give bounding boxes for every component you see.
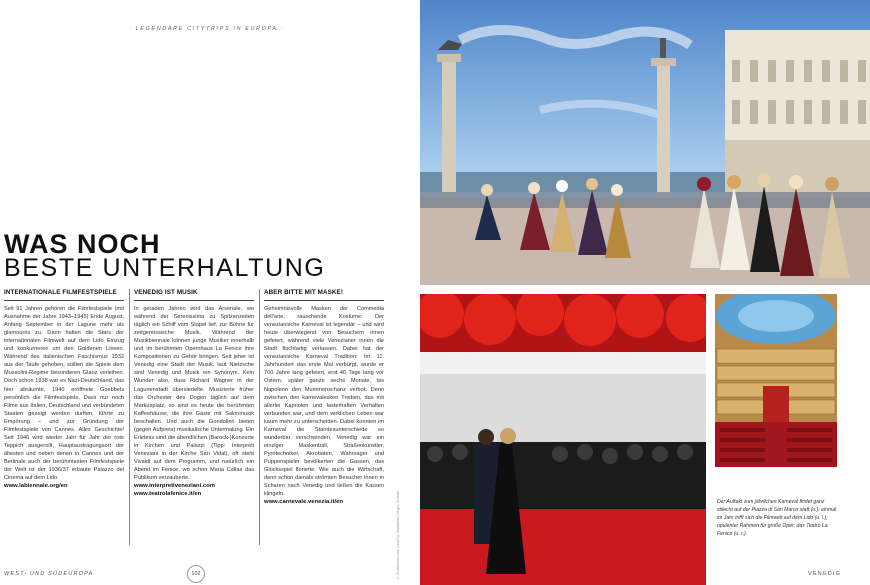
column-body: Geheimnisvolle Masken der Commedia dell'arte, rauschende Kostüme: Der venezianische Karneval ist legendär – und wird heute überwiegend von Besuchern innen gefeiert, während viele Venezianer innen die Stadt fluchtartig verlassen. Dabei hat der venezianische Karneval Tradition: Im 11. Jahrhundert das erste Mal verbürgt, wurde er 700 Jahre lang gefeiert, erst 40 Tage lang vor Ostern, später ganze sechs Monate, bis Napoleon den Mummenschanz verbot. Denn zwischen den karnevalesken Treiben, das mit allerlei Kapriolen und lasterhaften Verhalten verbunden war, und dem wirklichen Leben war kaum mehr zu unterscheiden. Dabei konnten im Karneval die Standesunterschiede so wunderbar verschwinden, Venedig war ein einziger Maskenball, Straßenkünstler, Pyrotechniker, Akrobaten, Wahrsager und Puppenspieler bevölkerten die Gassen, das Glücksspiel florierte. Wie auch die Wirtschaft, denn schon damals strömten Besucher innen in Scharen nach Venedig und ließen die Kassen klingeln. xyxy=(264,306,384,498)
column-body: In geraden Jahren wird das Arsenale, wo während der Serenissima zu Spitzenzeiten täglich ein Schiff vom Stapel lief, zur Bühne für zeitgenössische Musik. Während der Musikbiennale können junge Musiker innerhalb und im berühmten Opernhaus La Fenice ihre Kompositionen zu Gehör bringen. Seit jeher ist Venedig eine Stadt der Musik, laut Nietzsche sind Venedig und Musik ein Synonym. Kein Wunder also, dass Richard Wagner in der Lagunenstadt übersiedelte. Musizierte früher das Orchester des Dogen täglich auf dem Markusplatz, so sind es heute die berühmten Kaffeehäuser, die ihre Gäste mit Salonmusik beschallen. Und auch die Gondolieri bieten (gegen Aufpreis) musikalische Untermalung. Ein Erlebnis sind die abendlichen (Barock-)Konzerte in Kirchen und Palazzi (Tipp: Interpreti Veneziani in der Kirche San Vidal), oft steht Vivaldi auf dem Programm, und natürlich ein Abend im Fenice, wo schon Maria Callas das Publikum verzauberte. xyxy=(134,306,254,482)
link-labiennale[interactable]: www.labiennale.org/en xyxy=(4,483,68,490)
photo-caption: Der Auftakt zum jährlichen Karneval findet ganz stilecht auf der Piazza di San Marco statt (o.), einmal im Jahr trifft sich die Filmwelt auf dem Lido (u. l.); opulenter Rahmen für große Oper: das Teatro La Fenice (u. r.). xyxy=(717,499,837,537)
photo-carnival-piazza xyxy=(420,0,870,285)
photo-red-carpet-lido xyxy=(420,294,706,585)
photo-teatro-la-fenice xyxy=(715,294,837,467)
column-divider xyxy=(129,289,130,545)
running-head: · LEGENDÄRE CITYTRIPS IN EUROPA · xyxy=(129,26,284,32)
red-carpet-illustration xyxy=(420,294,706,585)
headline-line-2: BESTE UNTERHALTUNG xyxy=(4,254,326,282)
column-musik xyxy=(134,289,254,498)
link-carnevale[interactable]: www.carnevale.venezia.it/en xyxy=(264,499,344,506)
theatre-illustration xyxy=(715,294,837,467)
carnival-illustration xyxy=(420,0,870,285)
photo-credit: © Shutterstock.com; LunaTrip; Sebbastian; Dinger; ZeniMar xyxy=(396,491,400,580)
column-body: Seit 91 Jahren gehören die Filmfestspiele (mit Ausnahme der Jahre 1943–1945) Ende August, Anfang September in der Lagune mehr als glamourös zu. Dann halten die Stars der internationalen Filmwelt auf dem Lido Einzug und konkurrieren um den Goldenen Löwen. Während des italienischen Faschismus 1932 aus der Taufe gehoben, sollten die Spiele dem Mussolini-Regime besonderen Glanz verleihen. Doch schon 1938 war es Nazi-Deutschland, das hier abräumte, 1940 eröffnete Goebbels persönlich die Filmfestspiele. Dass nur noch Filme aus Italien, Deutschland und verbündeten Staaten gezeigt werden durften, führte zu Empörung – und zur Gründung der Filmfestspiele von Cannes. Alles Geschichte! Seit 1946 wird wieder Jahr für Jahr der rote Teppich ausgerollt, Hauptaustragungsort der ältesten und neben denen in Cannes und der Berlinale auch der berühmtesten Filmfestspiele der Welt ist der 1936/37 erbaute Palazzo del Cinema auf dem Lido. xyxy=(4,306,124,482)
footer-chapter: VENEDIG xyxy=(808,571,842,577)
column-heading: VENEDIG IST MUSIK xyxy=(134,289,254,301)
page-number: 102 xyxy=(187,565,205,583)
headline-line-1: WAS NOCH xyxy=(4,229,161,259)
link-interpretiveneziani[interactable]: www.interpretiveneziani.com xyxy=(134,483,215,490)
link-teatrolafenice[interactable]: www.teatrolafenice.it/en xyxy=(134,491,202,498)
column-heading: INTERNATIONALE FILMFESTSPIELE xyxy=(4,289,124,301)
footer-section: WEST- UND SÜDEUROPA xyxy=(4,571,94,577)
column-karneval xyxy=(264,289,384,506)
column-divider xyxy=(259,289,260,545)
column-filmfestspiele xyxy=(4,289,124,490)
column-heading: ABER BITTE MIT MASKE! xyxy=(264,289,384,301)
